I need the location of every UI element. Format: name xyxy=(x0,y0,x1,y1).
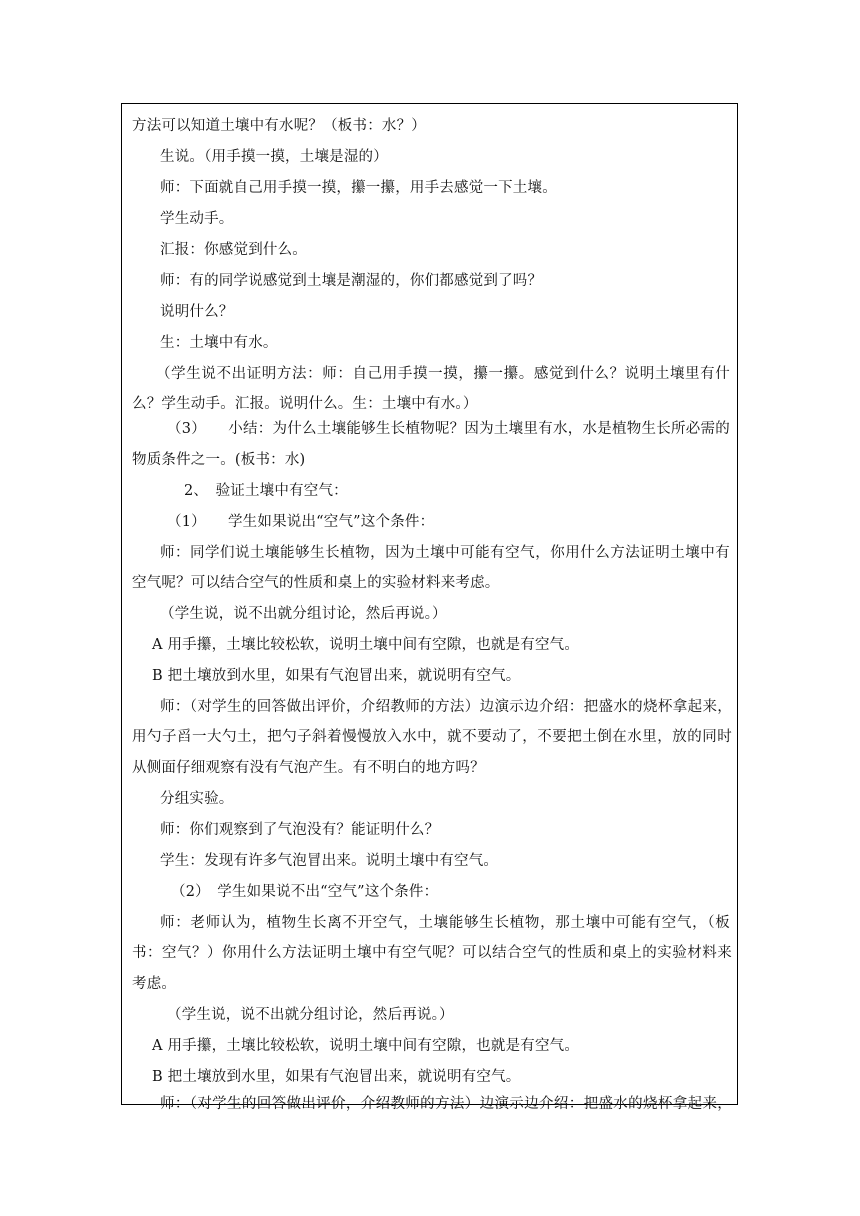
text-line: （1） 学生如果说出“空气”这个条件： xyxy=(167,514,435,530)
text-line: 书：空气？）你用什么方法证明土壤中有空气呢？可以结合空气的性质和桌上的实验材料来 xyxy=(132,945,732,961)
text-line: 说明什么？ xyxy=(160,304,234,320)
lesson-plan-table-cell xyxy=(121,103,738,1112)
text-line: B 把土壤放到水里，如果有气泡冒出来，就说明有空气。 xyxy=(152,1069,521,1085)
text-line: B 把土壤放到水里，如果有气泡冒出来，就说明有空气。 xyxy=(152,668,521,684)
text-line: 分组实验。 xyxy=(160,791,234,807)
text-line: 方法可以知道土壤中有水呢？（板书：水？） xyxy=(132,118,426,134)
text-line: （学生说，说不出就分组讨论，然后再说。） xyxy=(160,606,447,622)
text-line: 用勺子舀一大勺土，把勺子斜着慢慢放入水中，就不要动了，不要把土倒在水里，放的同时 xyxy=(132,729,732,745)
text-line: 学生动手。 xyxy=(160,211,234,227)
text-line: A 用手攥，土壤比较松软，说明土壤中间有空隙，也就是有空气。 xyxy=(152,637,580,653)
text-line: 师：老师认为，植物生长离不开空气，土壤能够生长植物，那土壤中可能有空气，（板 xyxy=(160,915,730,931)
text-line: 汇报：你感觉到什么。 xyxy=(160,242,307,258)
text-line: 学生：发现有许多气泡冒出来。说明土壤中有空气。 xyxy=(160,853,499,869)
text-line: 从侧面仔细观察有没有气泡产生。有不明白的地方吗？ xyxy=(132,760,485,776)
text-line: 物质条件之一。(板书：水) xyxy=(132,452,306,468)
text-line: 考虑。 xyxy=(132,976,177,992)
text-line: 师：下面就自己用手摸一摸，攥一攥，用手去感觉一下土壤。 xyxy=(160,180,557,196)
text-line: A 用手攥，土壤比较松软，说明土壤中间有空隙，也就是有空气。 xyxy=(152,1038,580,1054)
text-line: 生：土壤中有水。 xyxy=(160,335,278,351)
text-line: （学生说不出证明方法：师：自己用手摸一摸，攥一攥。感觉到什么？说明土壤里有什 xyxy=(156,366,730,382)
text-line: （2） 学生如果说不出“空气”这个条件： xyxy=(171,884,439,900)
text-line: （3） 小结：为什么土壤能够生长植物呢？因为土壤里有水，水是植物生长所必需的 xyxy=(167,421,730,437)
text-line: 师：同学们说土壤能够生长植物，因为土壤中可能有空气，你用什么方法证明土壤中有 xyxy=(160,545,730,561)
text-line: 师：有的同学说感觉到土壤是潮湿的，你们都感觉到了吗？ xyxy=(160,273,543,289)
text-line: 师：（对学生的回答做出评价，介绍教师的方法）边演示边介绍：把盛水的烧杯拿起来， xyxy=(160,699,732,715)
text-line: （学生说，说不出就分组讨论，然后再说。） xyxy=(167,1007,454,1023)
text-line: 空气呢？可以结合空气的性质和桌上的实验材料来考虑。 xyxy=(132,575,500,591)
text-line: 师：你们观察到了气泡没有？能证明什么？ xyxy=(160,822,440,838)
text-line: 生说。（用手摸一摸，土壤是湿的） xyxy=(160,149,388,165)
text-line: 2、 验证土壤中有空气： xyxy=(184,483,348,499)
text-line: 么？学生动手。汇报。说明什么。生：土壤中有水。） xyxy=(132,396,478,412)
text-line: 师：（对学生的回答做出评价，介绍教师的方法）边演示边介绍：把盛水的烧杯拿起来， xyxy=(160,1096,732,1112)
lesson-text-body xyxy=(122,104,737,1112)
